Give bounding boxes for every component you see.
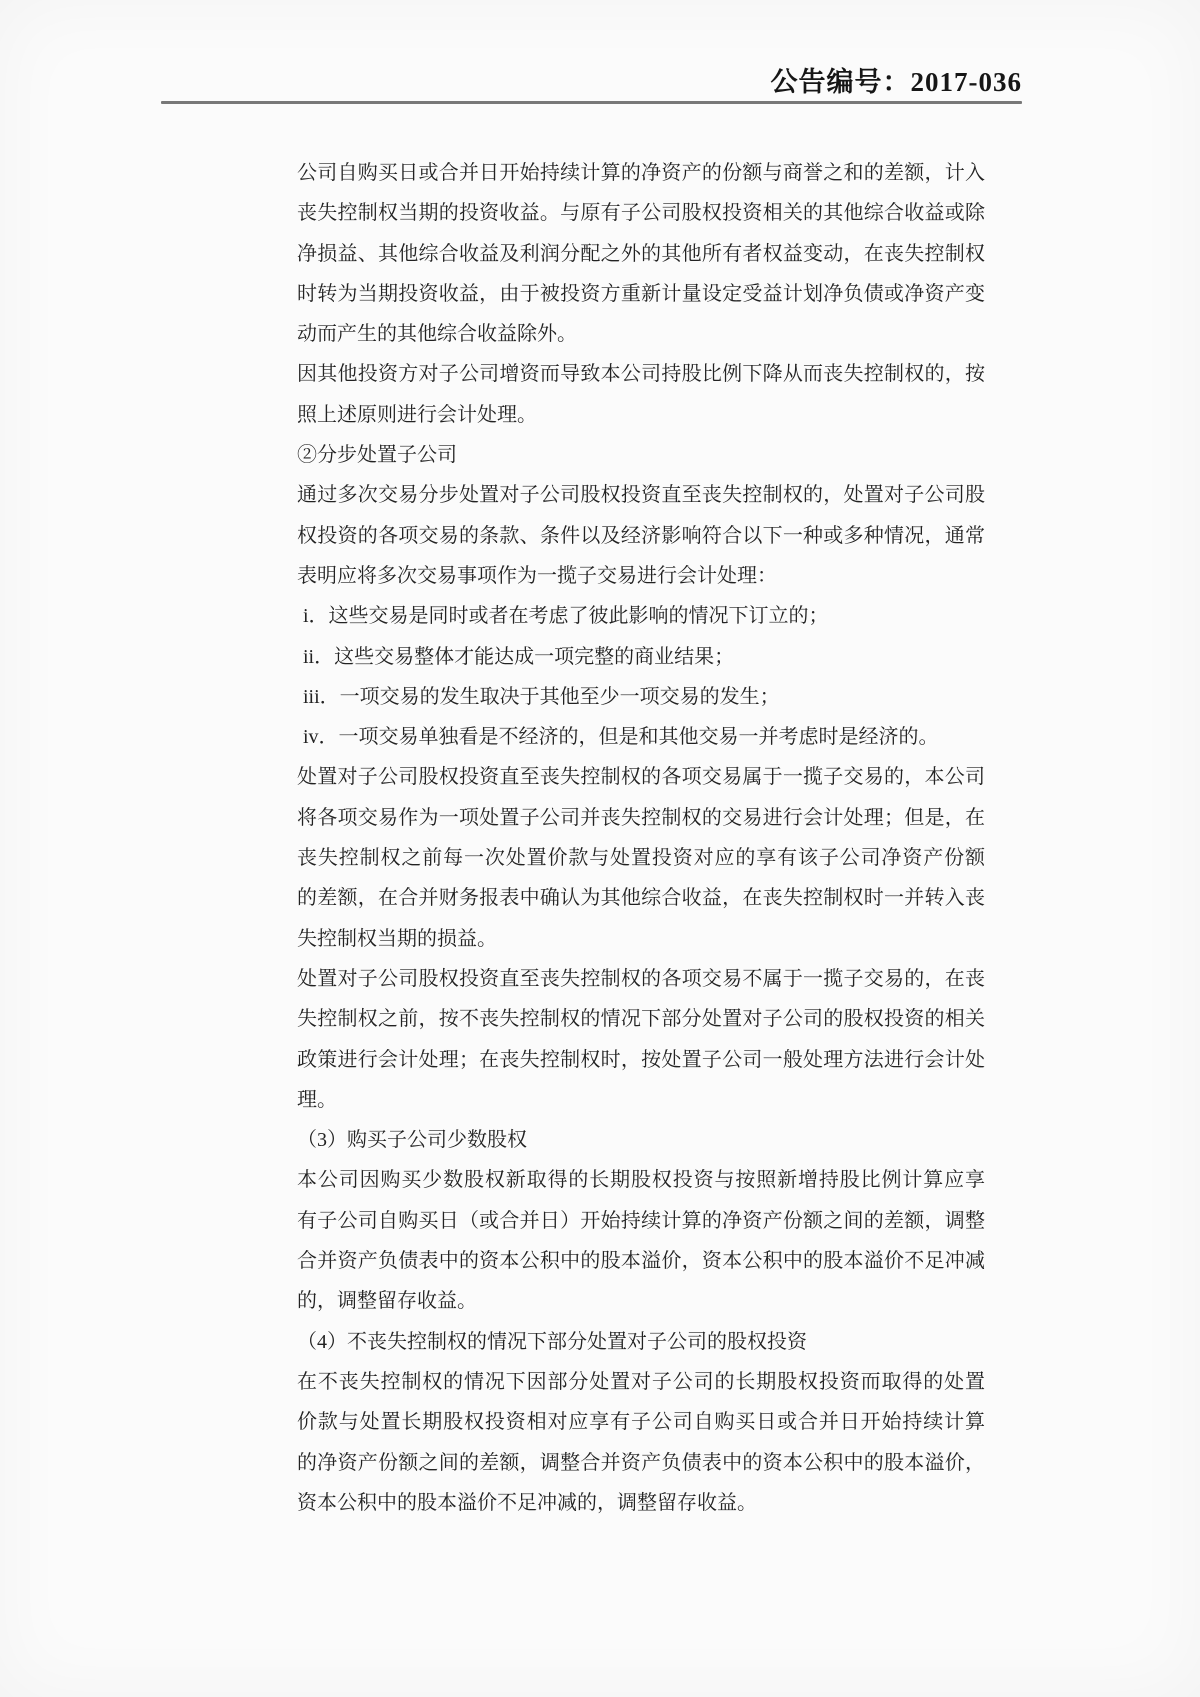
text-line: 失控制权当期的损益。 [297,927,497,950]
text-line: i．这些交易是同时或者在考虑了彼此影响的情况下订立的； [303,605,829,628]
text-line: 因其他投资方对子公司增资而导致本公司持股比例下降从而丧失控制权的，按 [297,363,985,386]
text-line: 理。 [297,1088,337,1111]
text-line: （4）不丧失控制权的情况下部分处置对子公司的股权投资 [297,1330,807,1353]
header-divider [161,101,1022,104]
text-line: 照上述原则进行会计处理。 [297,403,537,426]
text-line: iv．一项交易单独看是不经济的，但是和其他交易一并考虑时是经济的。 [303,726,939,749]
text-line: ②分步处置子公司 [297,444,457,467]
text-line: 的差额，在合并财务报表中确认为其他综合收益，在丧失控制权时一并转入丧 [297,887,985,910]
text-line: 政策进行会计处理；在丧失控制权时，按处置子公司一般处理方法进行会计处 [297,1048,985,1071]
text-line: 的，调整留存收益。 [297,1290,477,1313]
announcement-number: 公告编号：2017-036 [770,67,1022,97]
text-line: 价款与处置长期股权投资相对应享有子公司自购买日或合并日开始持续计算 [297,1411,985,1434]
text-line: 权投资的各项交易的条款、条件以及经济影响符合以下一种或多种情况，通常 [297,524,985,547]
text-line: 资本公积中的股本溢价不足冲减的，调整留存收益。 [297,1491,757,1514]
document-body [297,153,985,1523]
text-line: 净损益、其他综合收益及利润分配之外的其他所有者权益变动，在丧失控制权 [297,242,985,265]
text-line: 公司自购买日或合并日开始持续计算的净资产的份额与商誉之和的差额，计入 [297,162,985,184]
text-line: 有子公司自购买日（或合并日）开始持续计算的净资产份额之间的差额，调整 [297,1209,985,1232]
text-line: 在不丧失控制权的情况下因部分处置对子公司的长期股权投资而取得的处置 [297,1370,985,1393]
text-line: 本公司因购买少数股权新取得的长期股权投资与按照新增持股比例计算应享 [297,1169,985,1192]
page-header [0,60,1022,99]
text-line: 通过多次交易分步处置对子公司股权投资直至丧失控制权的，处置对子公司股 [297,484,985,507]
text-line: 丧失控制权当期的投资收益。与原有子公司股权投资相关的其他综合收益或除 [297,202,985,225]
text-line: 动而产生的其他综合收益除外。 [297,323,577,346]
text-line: 的净资产份额之间的差额，调整合并资产负债表中的资本公积中的股本溢价， [297,1451,985,1474]
text-line: （3）购买子公司少数股权 [297,1129,527,1152]
text-line: 处置对子公司股权投资直至丧失控制权的各项交易属于一揽子交易的，本公司 [297,766,985,789]
text-line: 处置对子公司股权投资直至丧失控制权的各项交易不属于一揽子交易的，在丧 [297,967,985,990]
text-line: 表明应将多次交易事项作为一揽子交易进行会计处理： [297,564,777,587]
text-line: 合并资产负债表中的资本公积中的股本溢价，资本公积中的股本溢价不足冲减 [297,1250,985,1273]
text-line: 丧失控制权之前每一次处置价款与处置投资对应的享有该子公司净资产份额 [297,847,985,870]
text-line: ii．这些交易整体才能达成一项完整的商业结果； [303,645,735,668]
text-line: iii．一项交易的发生取决于其他至少一项交易的发生； [303,685,780,708]
text-line: 失控制权之前，按不丧失控制权的情况下部分处置对子公司的股权投资的相关 [297,1008,985,1031]
text-line: 时转为当期投资收益，由于被投资方重新计量设定受益计划净负债或净资产变 [297,282,985,305]
text-line: 将各项交易作为一项处置子公司并丧失控制权的交易进行会计处理；但是，在 [297,806,985,829]
